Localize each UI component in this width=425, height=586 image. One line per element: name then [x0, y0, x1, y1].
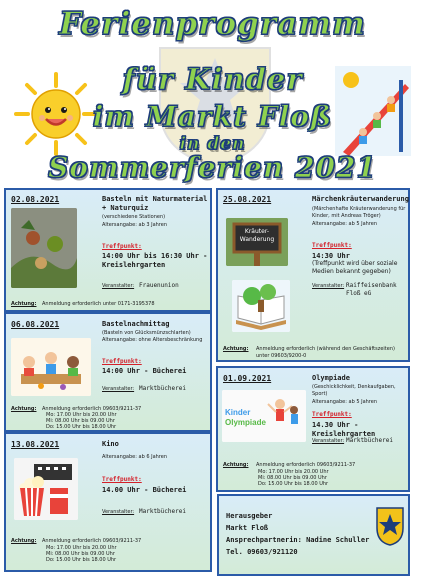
- sign-text: [238, 228, 276, 244]
- event-veranstalter-label: Veranstalter:: [102, 283, 135, 289]
- event-time: 14:00 Uhr bis 16:30 Uhr - Kreislehrgarten: [102, 252, 208, 270]
- event-achtung-line: Do: 15.00 Uhr bis 18.00 Uhr: [46, 557, 117, 563]
- event-subtitle: (Geschicklichkeit, Denkaufgaben, Sport): [312, 384, 396, 397]
- event-time: 14.00 Uhr - Bücherei: [102, 486, 187, 494]
- event-date: 13.08.2021: [11, 440, 60, 449]
- event-subtitle: (Märchenhafte Kräuterwanderung für Kinder, mit Andreas Tröger): [312, 206, 406, 219]
- event-title: Bastelnachmittag: [102, 320, 170, 328]
- event-treffpunkt-label: Treffpunkt:: [102, 243, 142, 250]
- book-icon: [232, 280, 290, 332]
- sign-line-1: Kräuter-: [244, 228, 270, 235]
- event-treffpunkt-label: Treffpunkt:: [102, 476, 142, 483]
- event-age: Altersangabe: ab 6 Jahren: [102, 454, 167, 460]
- event-note: (Treffpunkt wird über soziale Medien bekannt gegeben): [312, 260, 398, 275]
- event-time: 14:30 Uhr: [312, 252, 350, 260]
- publisher-line-1: Herausgeber: [226, 512, 273, 520]
- header-title-line-3: im Markt Floß: [92, 100, 333, 133]
- event-achtung-line: Anmeldung erforderlich 09603/9211-37: [256, 462, 356, 468]
- event-time: 14.30 Uhr - Kreislehrgarten: [312, 421, 376, 439]
- event-age: Altersangabe: ab 5 Jahren: [312, 221, 377, 227]
- event-veranstalter: Marktbücherei: [139, 508, 186, 515]
- event-age: Altersangabe: ohne Altersbeschränkung: [102, 337, 203, 343]
- event-achtung-line: Mi: 08.00 Uhr bis 09.00 Uhr: [258, 475, 327, 481]
- event-card-5: [216, 366, 410, 492]
- publisher-contact: Ansprechpartnerin: Nadine Schuller: [226, 536, 370, 544]
- event-card-2: [4, 312, 212, 432]
- event-age: Altersangabe: ab 5 Jahren: [312, 399, 377, 405]
- event-achtung-line: Mo: 17.00 Uhr bis 20.00 Uhr: [46, 412, 117, 418]
- olympiade-logo-line-2: Olympiade: [225, 418, 266, 427]
- event-achtung-line: Mi: 08.00 Uhr bis 09.00 Uhr: [46, 418, 115, 424]
- event-title: Basteln mit Naturmaterial + Naturquiz: [102, 195, 208, 212]
- sign-icon: [226, 218, 288, 266]
- event-card-3: [4, 432, 212, 572]
- header-title-line-5: Sommerferien 2021: [48, 151, 377, 184]
- sign-line-2: Wanderung: [239, 235, 275, 243]
- event-achtung-line: Anmeldung erforderlich (während den Geschäftszeiten): [256, 346, 395, 352]
- kids-crafting-image: [11, 338, 91, 396]
- event-subtitle: (verschiedene Stationen): [102, 214, 166, 220]
- crest-icon: [375, 506, 405, 546]
- event-achtung-label: Achtung:: [223, 462, 249, 468]
- event-date: 01.09.2021: [223, 374, 272, 383]
- event-treffpunkt-label: Treffpunkt:: [312, 411, 352, 418]
- event-title: Olympiade: [312, 374, 350, 382]
- publisher-line-2: Markt Floß: [226, 524, 269, 532]
- publisher-phone: Tel. 09603/921120: [226, 548, 298, 556]
- event-veranstalter-label: Veranstalter:: [102, 509, 135, 515]
- header-title-line-1: Ferienprogramm: [59, 6, 366, 42]
- event-date: 02.08.2021: [11, 195, 60, 204]
- event-veranstalter-label: Veranstalter:: [312, 438, 345, 444]
- event-achtung-line: Mi: 08.00 Uhr bis 09.00 Uhr: [46, 551, 115, 557]
- event-veranstalter: Raiffeisenbank Floß eG: [346, 282, 397, 297]
- event-achtung-line: Do: 15.00 Uhr bis 18.00 Uhr: [258, 481, 329, 487]
- event-veranstalter-label: Veranstalter:: [312, 283, 345, 289]
- event-treffpunkt-label: Treffpunkt:: [102, 358, 142, 365]
- event-veranstalter: Marktbücherei: [139, 385, 186, 392]
- event-date: 25.08.2021: [223, 195, 272, 204]
- event-achtung-label: Achtung:: [11, 301, 37, 307]
- event-time: 14:00 Uhr - Bücherei: [102, 367, 187, 375]
- event-achtung-label: Achtung:: [11, 538, 37, 544]
- event-treffpunkt-label: Treffpunkt:: [312, 242, 352, 249]
- event-veranstalter-label: Veranstalter:: [102, 386, 135, 392]
- event-veranstalter: Frauenunion: [139, 282, 179, 289]
- event-achtung-line: Mo: 17.00 Uhr bis 20.00 Uhr: [46, 545, 117, 551]
- header-title-line-4: in den: [179, 134, 246, 154]
- event-card-1: [4, 188, 212, 312]
- olympiade-logo-line-1: Kinder: [225, 408, 251, 417]
- event-age: Altersangabe: ab 3 Jahren: [102, 222, 167, 228]
- event-achtung-label: Achtung:: [223, 346, 249, 352]
- event-veranstalter: Marktbücherei: [346, 437, 393, 444]
- popcorn-icon: [14, 458, 78, 520]
- header-title-line-2: für Kinder: [122, 62, 303, 96]
- event-date: 06.08.2021: [11, 320, 60, 329]
- event-title: Märchenkräuterwanderung: [312, 195, 409, 203]
- event-achtung-line: unter 09603/9200-0: [256, 353, 307, 359]
- event-achtung-label: Achtung:: [11, 406, 37, 412]
- event-achtung-text: Anmeldung erforderlich unter 0171-3195378: [42, 301, 155, 307]
- event-achtung-line: Do: 15.00 Uhr bis 18.00 Uhr: [46, 424, 117, 430]
- event-subtitle: (Basteln von Glücksmünzschlarten): [102, 330, 191, 336]
- event-achtung-line: Anmeldung erforderlich 09603/9211-37: [42, 406, 142, 412]
- event-card-4: [216, 188, 410, 362]
- publisher-box: [217, 494, 410, 576]
- nature-craft-image: [11, 208, 77, 288]
- event-achtung-line: Anmeldung erforderlich 09603/9211-37: [42, 538, 142, 544]
- olympiade-logo-icon: [222, 390, 306, 442]
- event-title: Kino: [102, 440, 119, 448]
- event-achtung-line: Mo: 17.00 Uhr bis 20.00 Uhr: [258, 469, 329, 475]
